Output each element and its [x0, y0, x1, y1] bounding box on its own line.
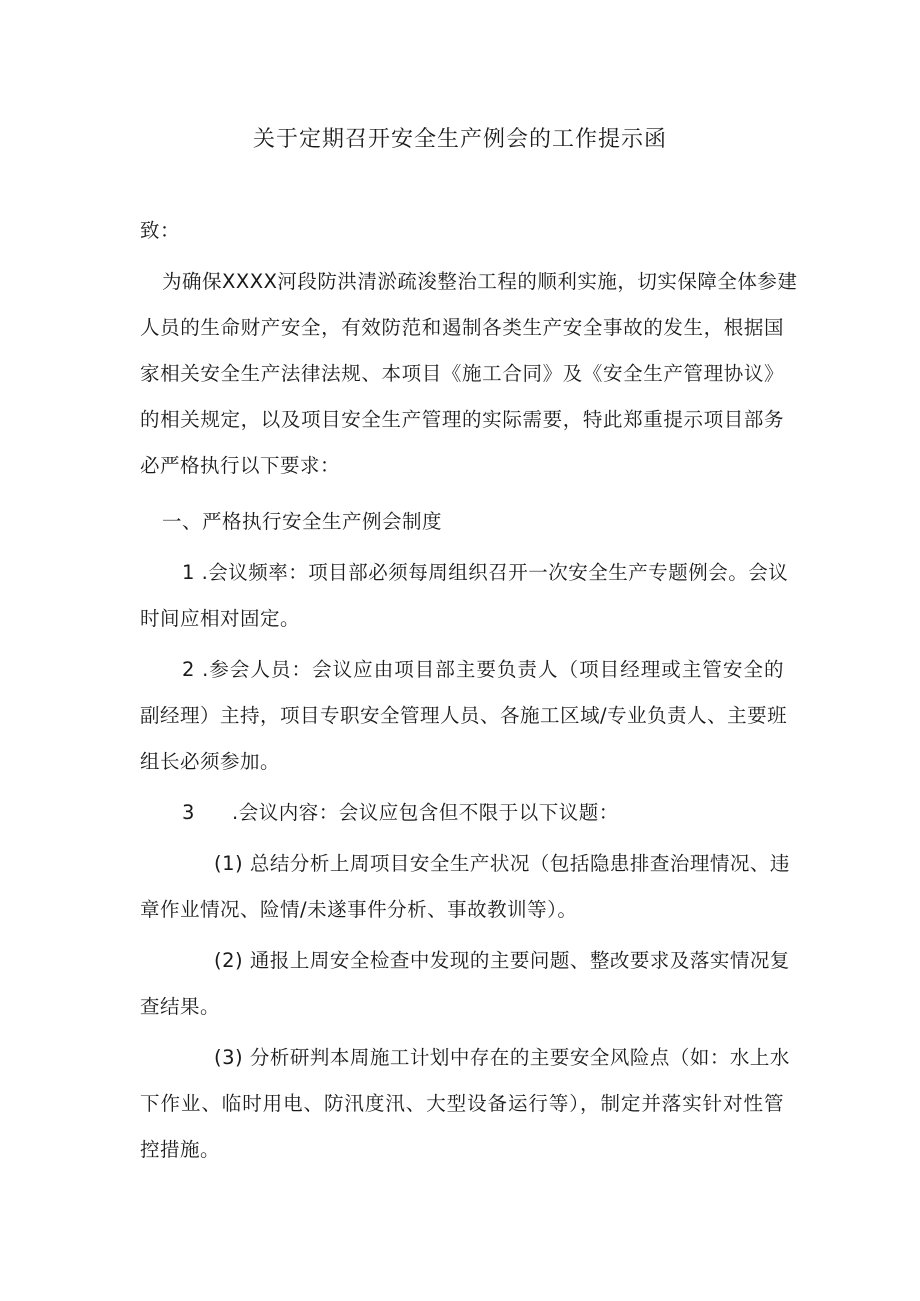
subitem-line: 查结果。 — [140, 995, 221, 1018]
intro-line: 的相关规定，以及项目安全生产管理的实际需要，特此郑重提示项目部务 — [140, 408, 784, 431]
item-line: 时间应相对固定。 — [140, 607, 301, 630]
subitem-line: (2) 通报上周安全检查中发现的主要问题、整改要求及落实情况复 — [214, 949, 790, 972]
salutation: 致： — [140, 219, 181, 242]
subitem-line: (1) 总结分析上周项目安全生产状况（包括隐患排查治理情况、违 — [214, 852, 790, 875]
document-title: 关于定期召开安全生产例会的工作提示函 — [252, 127, 667, 152]
subitem-line: (3) 分析研判本周施工计划中存在的主要安全风险点（如：水上水 — [214, 1046, 790, 1069]
intro-line: 人员的生命财产安全，有效防范和遏制各类生产安全事故的发生，根据国 — [140, 316, 784, 339]
item-3-number: 3 — [182, 801, 195, 824]
item-line: 2 .参会人员：会议应由项目部主要负责人（项目经理或主管安全的 — [182, 658, 784, 681]
intro-line: 必严格执行以下要求： — [140, 454, 341, 477]
item-line: 副经理）主持，项目专职安全管理人员、各施工区域/专业负责人、主要班 — [140, 704, 788, 727]
intro-line: 家相关安全生产法律法规、本项目《施工合同》及《安全生产管理协议》 — [140, 362, 784, 385]
subitem-line: 章作业情况、险情/未遂事件分析、事故教训等）。 — [140, 898, 578, 921]
subitem-line: 控措施。 — [140, 1138, 221, 1161]
item-line: 组长必须参加。 — [140, 750, 281, 773]
subitem-line: 下作业、临时用电、防汛度汛、大型设备运行等），制定并落实针对性管 — [140, 1092, 784, 1115]
item-line: 1 .会议频率：项目部必须每周组织召开一次安全生产专题例会。会议 — [182, 561, 789, 584]
item-3-text: .会议内容：会议应包含但不限于以下议题： — [232, 801, 619, 824]
section-heading: 一、严格执行安全生产例会制度 — [162, 510, 443, 533]
intro-line: 为确保XXXX河段防洪清淤疏浚整治工程的顺利实施，切实保障全体参建 — [162, 270, 798, 293]
